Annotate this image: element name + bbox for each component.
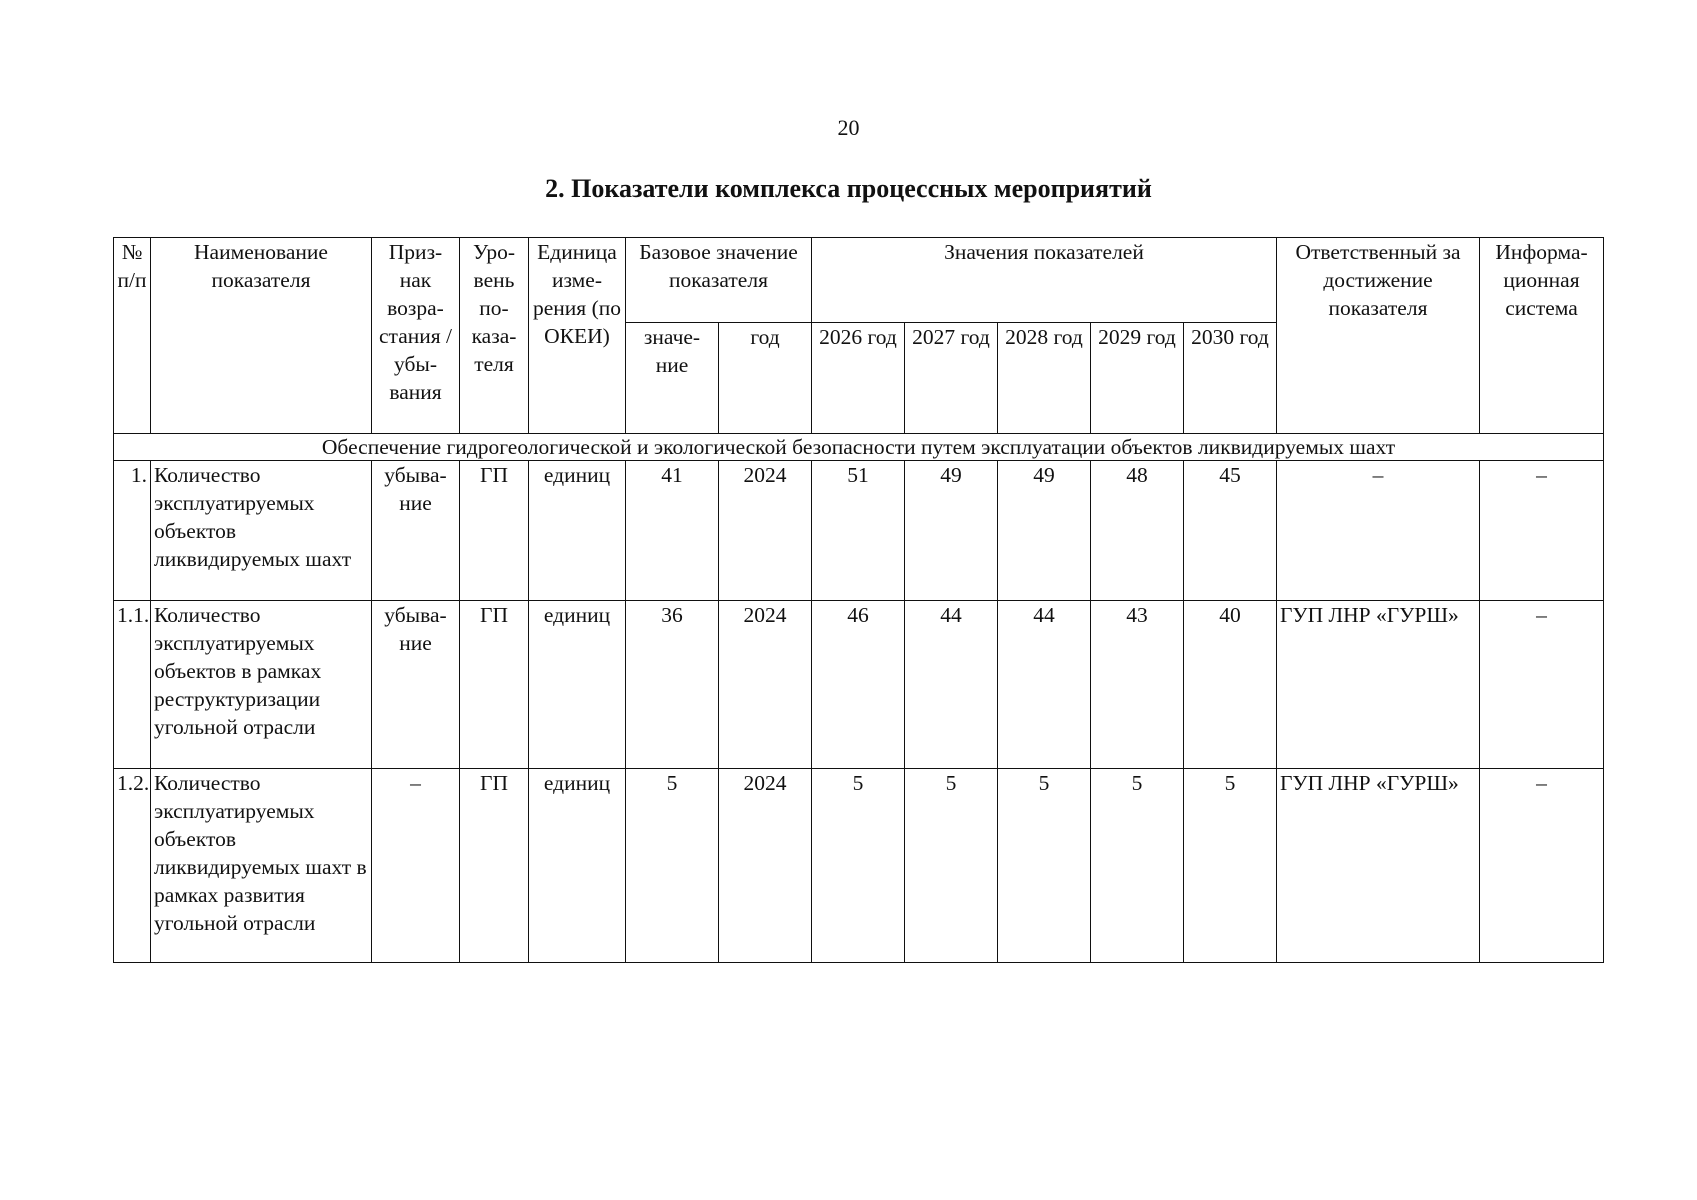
row-num: 1.2. <box>114 769 151 963</box>
header-name: Наименование показателя <box>151 238 372 434</box>
table-row <box>114 461 1604 601</box>
row-value-2029: 43 <box>1091 601 1184 769</box>
indicators-table <box>113 237 1604 963</box>
row-base-year: 2024 <box>719 601 812 769</box>
row-value-2026: 5 <box>812 769 905 963</box>
row-unit: единиц <box>529 601 626 769</box>
table-header-row <box>114 238 1604 323</box>
row-value-2029: 48 <box>1091 461 1184 601</box>
page-number: 20 <box>837 115 860 140</box>
header-year-2028: 2028 год <box>998 323 1091 434</box>
row-value-2030: 5 <box>1184 769 1277 963</box>
section-title: Обеспечение гидрогеологической и экологической безопасности путем эксплуатации объектов ликвидируемых шахт <box>114 434 1604 461</box>
row-base-year: 2024 <box>719 769 812 963</box>
header-year-2027: 2027 год <box>905 323 998 434</box>
header-num: № п/п <box>114 238 151 434</box>
document-title: 2. Показатели комплекса процессных мероприятий <box>545 174 1152 203</box>
row-value-2030: 45 <box>1184 461 1277 601</box>
row-value-2028: 44 <box>998 601 1091 769</box>
row-level: ГП <box>460 601 529 769</box>
row-value-2027: 44 <box>905 601 998 769</box>
table-row <box>114 601 1604 769</box>
header-base-group: Базовое значение показателя <box>626 238 812 323</box>
row-responsible: – <box>1277 461 1480 601</box>
table-row <box>114 769 1604 963</box>
row-level: ГП <box>460 769 529 963</box>
section-row <box>114 434 1604 461</box>
row-unit: единиц <box>529 461 626 601</box>
header-level: Уро- вень по- каза- теля <box>460 238 529 434</box>
row-info-system: – <box>1480 769 1604 963</box>
header-unit: Единица изме- рения (по ОКЕИ) <box>529 238 626 434</box>
row-value-2027: 5 <box>905 769 998 963</box>
header-values-group: Значения показателей <box>812 238 1277 323</box>
header-sign: Приз- нак возра- стания / убы- вания <box>372 238 460 434</box>
row-base-value: 5 <box>626 769 719 963</box>
header-year-2030: 2030 год <box>1184 323 1277 434</box>
row-responsible: ГУП ЛНР «ГУРШ» <box>1277 601 1480 769</box>
header-base-value: значе- ние <box>626 323 719 434</box>
row-level: ГП <box>460 461 529 601</box>
header-year-2029: 2029 год <box>1091 323 1184 434</box>
row-num: 1.1. <box>114 601 151 769</box>
row-value-2030: 40 <box>1184 601 1277 769</box>
row-info-system: – <box>1480 461 1604 601</box>
row-responsible: ГУП ЛНР «ГУРШ» <box>1277 769 1480 963</box>
header-responsible: Ответственный за достижение показателя <box>1277 238 1480 434</box>
row-sign: убыва- ние <box>372 461 460 601</box>
row-base-value: 41 <box>626 461 719 601</box>
header-year-2026: 2026 год <box>812 323 905 434</box>
row-sign: убыва- ние <box>372 601 460 769</box>
row-name: Количество эксплуатируемых объектов в рамках реструктуризации угольной отрасли <box>151 601 372 769</box>
row-info-system: – <box>1480 601 1604 769</box>
row-name: Количество эксплуатируемых объектов ликвидируемых шахт в рамках развития угольной отрасли <box>151 769 372 963</box>
header-base-year: год <box>719 323 812 434</box>
row-value-2026: 51 <box>812 461 905 601</box>
header-info-system: Информа- ционная система <box>1480 238 1604 434</box>
row-value-2028: 49 <box>998 461 1091 601</box>
row-num: 1. <box>114 461 151 601</box>
row-base-year: 2024 <box>719 461 812 601</box>
row-name: Количество эксплуатируемых объектов ликвидируемых шахт <box>151 461 372 601</box>
row-base-value: 36 <box>626 601 719 769</box>
row-sign: – <box>372 769 460 963</box>
row-value-2029: 5 <box>1091 769 1184 963</box>
row-value-2027: 49 <box>905 461 998 601</box>
row-value-2026: 46 <box>812 601 905 769</box>
row-value-2028: 5 <box>998 769 1091 963</box>
row-unit: единиц <box>529 769 626 963</box>
